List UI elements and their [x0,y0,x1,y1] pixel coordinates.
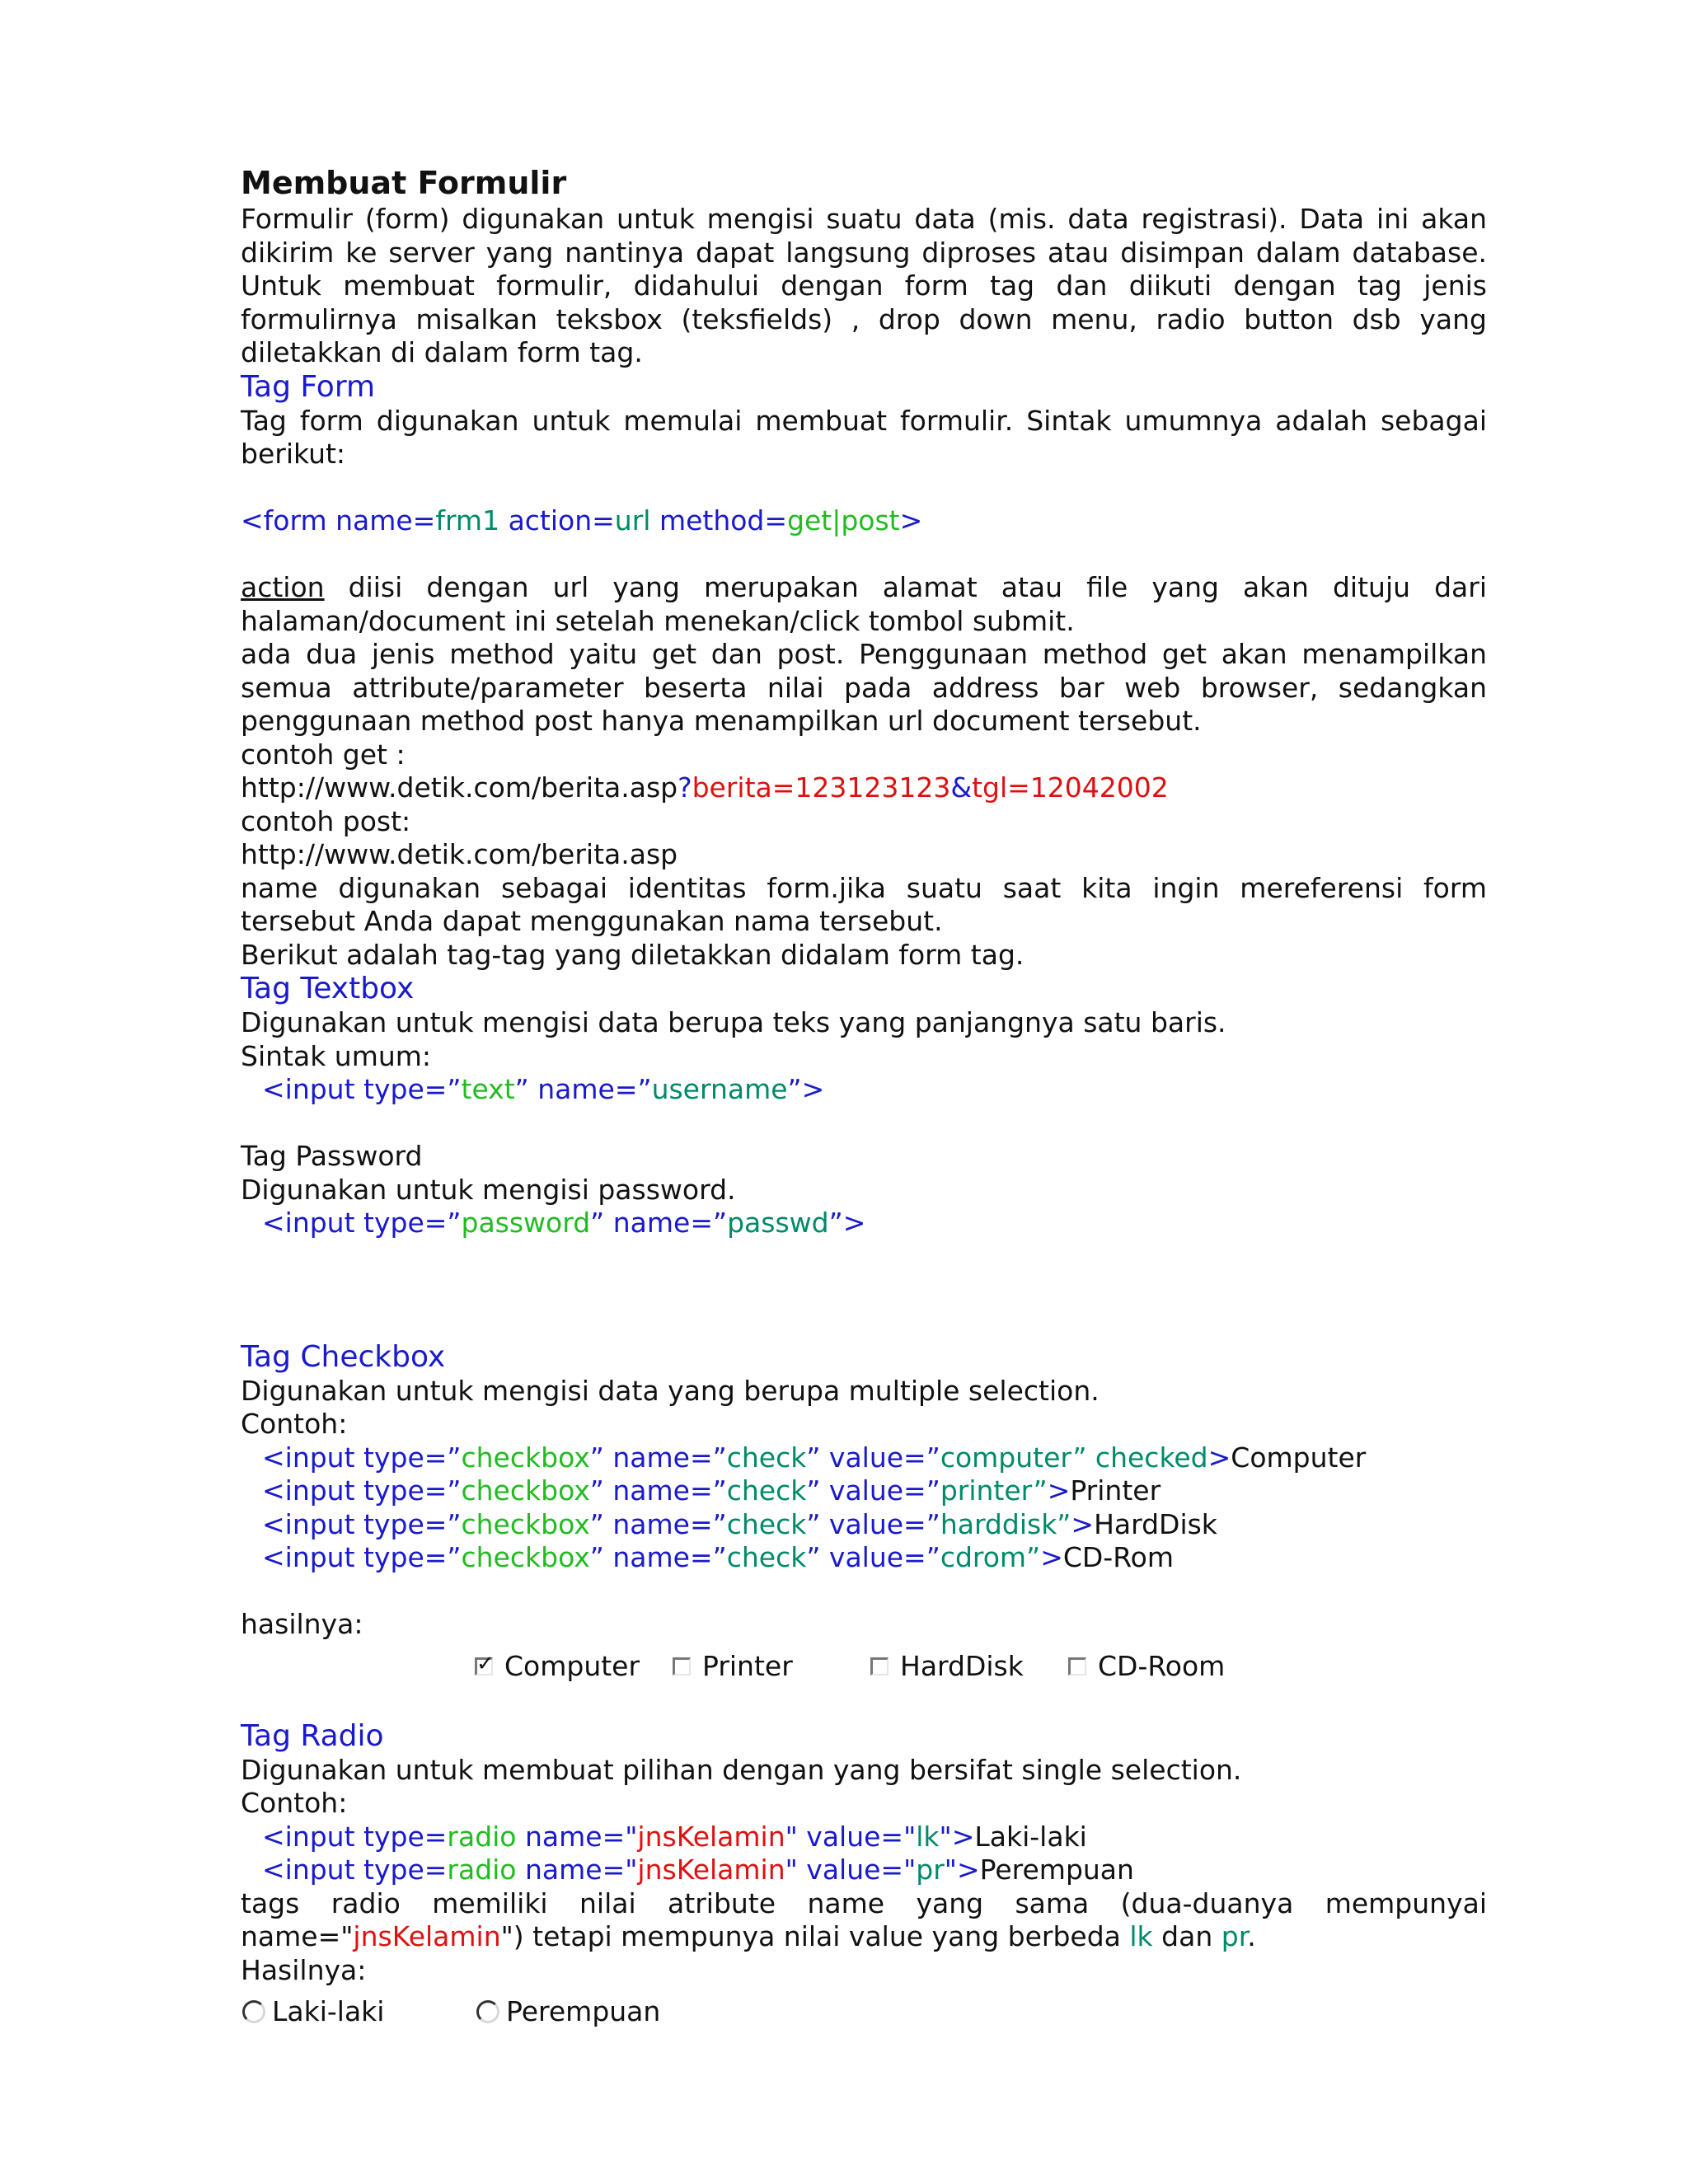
checkbox-unchecked-icon[interactable] [870,1657,889,1675]
page-title: Membuat Formulir [241,165,567,201]
spacer [241,1575,1487,1609]
heading-tag-password: Tag Password [241,1140,423,1172]
radio-result-label: Hasilnya: [241,1953,367,1986]
get-example-label: contoh get : [241,738,406,771]
action-keyword: action [241,571,325,603]
radio-label: Laki-laki [272,1995,385,2027]
checkbox-unchecked-icon[interactable] [673,1657,691,1675]
form-syntax-code: <form name=frm1 action=url method=get|post> [241,504,923,537]
radio-code-line: <input type=radio name="jnsKelamin" value="lk">Laki-laki [262,1820,1087,1853]
radio-label: Perempuan [506,1995,661,2027]
action-description: action diisi dengan url yang merupakan alamat atau file yang akan dituju dari halaman/document ini setelah menekan/click tombol submit. [241,571,1487,637]
spacer [241,1107,1487,1141]
checkbox-computer[interactable] [475,1650,640,1684]
password-code: <input type=”password” name=”passwd”> [262,1207,866,1239]
checkbox-harddisk[interactable] [870,1650,1024,1684]
checkbox-cdroom[interactable] [1068,1650,1225,1684]
spacer [241,1240,1487,1340]
heading-tag-textbox: Tag Textbox [241,972,415,1005]
checkbox-demo [241,1647,1487,1694]
password-description: Digunakan untuk mengisi password. [241,1173,736,1206]
checkbox-label: CD-Room [1098,1649,1226,1682]
checkbox-unchecked-icon[interactable] [1068,1657,1086,1675]
next-tags-description: Berikut adalah tag-tag yang diletakkan didalam form tag. [241,938,1025,971]
document-page [241,163,1487,2040]
radio-laki-laki[interactable] [242,1995,384,2029]
spacer [241,471,1487,505]
get-example-url: http://www.detik.com/berita.asp?berita=123123123&tgl=12042002 [241,771,1169,804]
checkbox-code-line: <input type=”checkbox” name=”check” value=”cdrom”>CD-Rom [262,1541,1174,1573]
tag-form-description: Tag form digunakan untuk memulai membuat formulir. Sintak umumnya adalah sebagai berikut: [241,404,1487,470]
checkbox-label: HardDisk [900,1649,1024,1682]
radio-example-label: Contoh: [241,1787,348,1819]
intro-paragraph: Formulir (form) digunakan untuk mengisi suatu data (mis. data registrasi). Data ini akan dikirim ke server yang nantinya dapat langsung diproses atau disimpan dalam database. Untuk membuat formulir, didahului dengan form tag dan diikuti dengan tag jenis formulirnya misalkan teksbox (teksfields) , drop down menu, radio button dsb yang diletakkan di dalam form tag. [241,203,1487,368]
checkbox-code-line: <input type=”checkbox” name=”check” value=”computer” checked>Computer [262,1441,1367,1474]
radio-perempuan[interactable] [476,1995,660,2029]
radio-unselected-icon[interactable] [242,2000,265,2023]
checkbox-checked-icon[interactable]: ✓ [476,1651,495,1676]
textbox-code: <input type=”text” name=”username”> [262,1073,825,1105]
post-example-label: contoh post: [241,804,411,837]
heading-tag-radio: Tag Radio [241,1718,384,1753]
textbox-description: Digunakan untuk mengisi data berupa teks yang panjangnya satu baris. [241,1006,1226,1038]
checkbox-example-label: Contoh: [241,1408,348,1440]
checkbox-label: Computer [504,1649,640,1682]
method-description: ada dua jenis method yaitu get dan post. Penggunaan method get akan menampilkan semua attribute/parameter beserta nilai pada address bar web browser, sedangkan penggunaan method post hanya menampilkan url document tersebut. [241,638,1487,737]
checkbox-result-label: hasilnya: [241,1608,363,1640]
textbox-syntax-label: Sintak umum: [241,1039,432,1072]
radio-unselected-icon[interactable] [476,2000,499,2023]
radio-description: Digunakan untuk membuat pilihan dengan yang bersifat single selection. [241,1753,1242,1786]
heading-tag-form: Tag Form [241,369,376,404]
spacer [241,538,1487,572]
checkbox-label: Printer [702,1649,793,1682]
radio-demo [241,1992,1487,2040]
post-example-url: http://www.detik.com/berita.asp [241,838,678,870]
name-description: name digunakan sebagai identitas form.jika suatu saat kita ingin mereferensi form tersebut Anda dapat menggunakan nama tersebut. [241,871,1487,937]
radio-note: tags radio memiliki nilai atribute name yang sama (dua-duanya mempunyai name="jnsKelamin") tetapi mempunya nilai value yang berbeda lk dan pr. [241,1886,1487,1952]
radio-code-line: <input type=radio name="jnsKelamin" value="pr">Perempuan [262,1854,1134,1886]
checkbox-description: Digunakan untuk mengisi data yang berupa multiple selection. [241,1374,1100,1407]
checkbox-code-line: <input type=”checkbox” name=”check” value=”printer”>Printer [262,1474,1161,1507]
checkbox-printer[interactable] [673,1650,793,1684]
spacer [241,1694,1487,1719]
heading-tag-checkbox: Tag Checkbox [241,1339,446,1374]
checkbox-code-line: <input type=”checkbox” name=”check” value=”harddisk”>HardDisk [262,1507,1217,1540]
